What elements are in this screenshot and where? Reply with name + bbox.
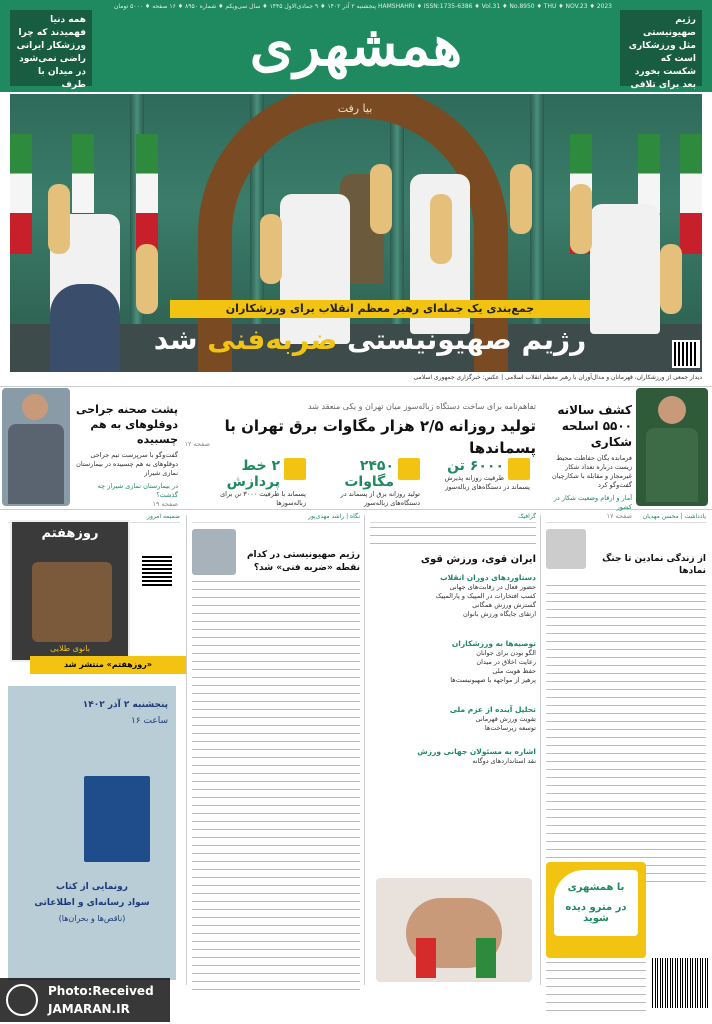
teaser-right-title: کشف سالانه: [557, 403, 632, 417]
book-ad-title: سواد رسانه‌ای و اطلاعاتی: [34, 898, 150, 908]
masthead-right-box: رژیم صهیونیستی مثل ورزشکاری است که شکست بخورد بعد برای تلافی: [620, 10, 702, 86]
column-graphic-title: ایران قوی، ورزش قوی: [420, 554, 536, 565]
stat-2: ۲۴۵۰ مگاوات تولید روزانه برق از پسماند در دستگاه‌های زباله‌سوز: [340, 458, 420, 507]
book-ad-footer: (ناقص‌ها و بحران‌ها): [58, 914, 126, 923]
column-opinion: [546, 512, 706, 885]
flag-icon: [680, 134, 702, 254]
teaser-center: [196, 402, 536, 459]
photo-caption: دیدار جمعی از ورزشکاران، قهرمانان و مدال‌آوران با رهبر معظم انقلاب اسلامی | عکس: خبرگزاری جمهوری اسلامی: [413, 374, 702, 381]
column-opinion-title: از زندگی نمادین تا جنگ نمادها: [602, 554, 706, 576]
column-view-body: [192, 581, 360, 991]
lightbulb-icon: [398, 458, 420, 480]
metro-ad-line1: با همشهری: [567, 882, 625, 893]
teaser-left-title: پشت صحنه جراحی: [76, 403, 178, 416]
issue-info-strip: HAMSHAHRI ♦ ISSN:1735-6386 ♦ Vol.31 ♦ No.8950 ♦ THU ♦ NOV.23 ♦ 2023 پنجشنبه ۲ آذر ۱۴۰۲ ♦ ۹ جمادی‌الاول ۱۴۴۵ ♦ سال سی‌ویکم ♦ شماره ۸۹۵۰ ♦ ۱۶ صفحه ♦ ۵۰۰۰ تومان: [114, 3, 612, 10]
watermark-line2: JAMARAN.IR: [48, 1002, 130, 1016]
magazine-cover: [10, 520, 130, 662]
teaser-left-page: صفحه ۱۹: [152, 500, 178, 508]
column-opinion-body: [546, 585, 706, 885]
metro-ad-notes: [546, 962, 646, 1012]
book-ad-subtitle: رونمایی از کتاب: [56, 882, 128, 892]
graphic-section-2: توصیه‌ها به ورزشکاران الگو بودن برای جوانان رعایت اخلاق در میدان حفظ هویت ملی پرهیز از مواجهه با صهیونیست‌ها: [450, 639, 536, 684]
book-ad-time: ساعت ۱۶: [130, 716, 168, 726]
stat-1: ۶۰۰۰ تن ظرفیت روزانه پذیرش پسماند در دستگاه‌های زباله‌سوز: [444, 458, 530, 491]
trash-bin-icon: [508, 458, 530, 480]
graphic-section-4: اشاره به مسئولان جهانی ورزش نقد استانداردهای دوگانه: [417, 747, 536, 765]
truck-icon: [284, 458, 306, 480]
graphic-section-1: دستاوردهای دوران انقلاب حضور فعال در رقابت‌های جهانی کسب افتخارات در المپیک و پارالمپیک گسترش ورزش همگانی ارتقای جایگاه ورزش بانوان: [435, 573, 536, 618]
teaser-right-subtitle: ۵۵۰۰ اسلحه شکاری: [561, 419, 632, 449]
column-graphic-header: گرافیک: [370, 512, 536, 523]
column-opinion-header: یادداشت | محسن مهدیان: [546, 512, 706, 523]
book-ad-date: پنجشنبه ۲ آذر ۱۴۰۲: [82, 700, 168, 710]
stat-3: ۲ خط پردازش پسماند با ظرفیت ۳۰۰۰ تن برای زباله‌سوزها: [220, 458, 306, 507]
teaser-right-link[interactable]: آمار و ارقام وضعیت شکار در کشور: [553, 494, 632, 511]
book-cover: [84, 776, 150, 862]
teaser-right-page: صفحه ۱۷: [606, 512, 632, 520]
arch-inscription: بیا رفت: [337, 102, 373, 115]
hero-kicker: جمع‌بندی یک جمله‌ای رهبر معظم انقلاب برای ورزشکاران: [170, 300, 590, 318]
flag-icon: [136, 134, 158, 254]
graphic-section-3: تحلیل آینده از عزم ملی تقویت ورزش قهرمانی توسعه زیرساخت‌ها: [449, 705, 536, 732]
author-avatar: [192, 529, 236, 575]
metro-ad-line2: در مترو دیده شوید: [565, 902, 627, 924]
officer-photo: [636, 388, 708, 506]
teaser-right-body: فرمانده یگان حفاظت محیط زیست درباره تعداد شکار غیرمجاز و مقابله با شکارچیان گفت‌وگو کرد: [551, 454, 632, 489]
athlete: [590, 204, 660, 334]
spectator: [50, 284, 120, 372]
column-supplement-header: ضمیمه امروز: [8, 512, 180, 523]
column-view-title: رژیم صهیونیستی در کدام نقطه «ضربه فنی» شد؟: [246, 550, 360, 573]
surgeon-photo: [2, 388, 70, 506]
teaser-center-page: صفحه ۱۲: [184, 440, 210, 448]
column-graphic: [370, 512, 536, 766]
masthead-left-box: همه دنیا فهمیدند که چرا ورزشکار ایرانی راضی نمی‌شود در میدان با طرف: [10, 10, 92, 86]
barcode: [652, 958, 710, 1008]
author-avatar: [546, 529, 586, 569]
teaser-left-subtitle: دوقلوهای به هم چسبیده: [90, 418, 178, 446]
teaser-left-link[interactable]: در بیمارستان نمازی شیراز چه گذشت؟: [97, 482, 178, 499]
column-view: [192, 512, 360, 991]
hero-headline: رژیم صهیونیستی ضربه‌فنی شد: [153, 323, 587, 356]
hands-together-photo: [376, 878, 532, 982]
metro-ad: [546, 862, 646, 958]
teaser-center-kicker: تفاهم‌نامه برای ساخت دستگاه زباله‌سوز میان تهران و یکی منعقد شد: [308, 402, 536, 411]
magazine-feature: بانوی طلایی: [50, 644, 90, 653]
column-graphic-intro: [370, 527, 536, 551]
qr-code-icon: [142, 556, 172, 586]
book-launch-ad: [8, 686, 176, 980]
magazine-badge: «روزهفتم» منتشر شد: [30, 656, 186, 674]
teaser-left-body: گفت‌وگو با سرپرست تیم جراحی دوقلوهای به هم چسبیده در بیمارستان نمازی شیراز: [76, 451, 178, 477]
column-view-header: نگاه | راشد مهدی‌پور: [192, 512, 360, 523]
qr-code-icon: [672, 340, 700, 368]
photo-watermark: [0, 978, 170, 1022]
teaser-center-title: تولید روزانه ۲/۵ هزار مگاوات برق تهران با پسماندها: [224, 417, 536, 457]
flag-icon: [10, 134, 32, 254]
watermark-line1: Photo:Received: [48, 984, 154, 998]
jamaran-logo-icon: [6, 984, 38, 1016]
teaser-left: [74, 402, 178, 509]
magazine-title: روزهفتم: [41, 526, 99, 541]
newspaper-logo: همشهری: [249, 13, 463, 79]
teaser-right: [544, 402, 632, 521]
